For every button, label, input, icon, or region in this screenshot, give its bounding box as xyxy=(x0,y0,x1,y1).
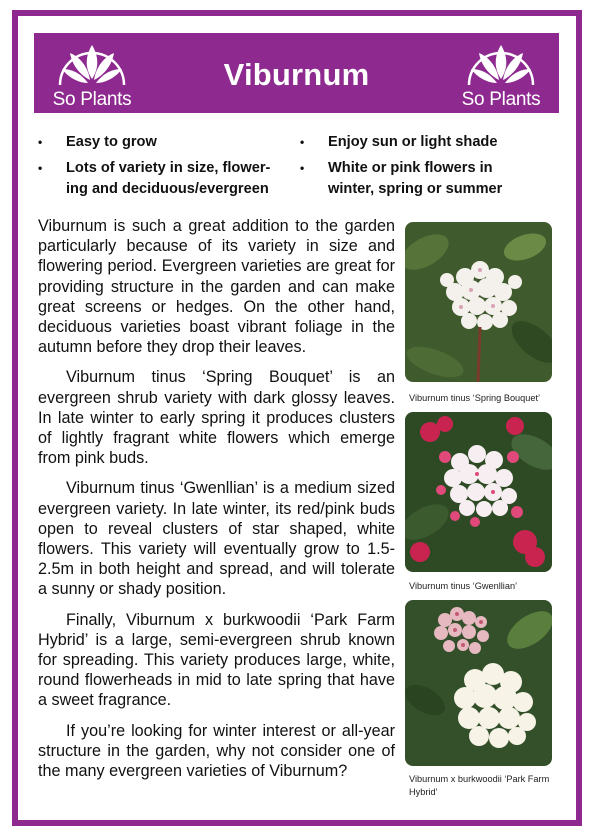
photo-gwenllian xyxy=(405,412,552,572)
page-title: Viburnum xyxy=(223,57,370,92)
bullet-text: Easy to grow xyxy=(66,134,157,150)
paragraph: If you’re looking for winter interest or all-year structure in the garden, why not consider one of the many evergreen varieties of Viburnum? xyxy=(38,721,395,781)
paragraph: Viburnum is such a great addition to the garden particularly because of its variety in size and flowering period. Evergreen varieties are great for providing structure in the garden and can make great screens or hedges. On the other hand, deciduous varieties boast vibrant foliage in the autumn before they drop their leaves. xyxy=(38,217,395,357)
paragraph: Finally, Viburnum x burkwoodii ‘Park Farm Hybrid’ is a large, semi-evergreen shrub known for spreading. This variety produces large, white, round flowerheads in mid to late spring that have a sweet fragrance. xyxy=(38,610,395,710)
photo-caption: Viburnum x burkwoodii ‘Park Farm Hybrid’ xyxy=(409,774,550,797)
key-features-list xyxy=(38,128,558,203)
lotus-logo-icon xyxy=(455,33,547,93)
bullet-icon: • xyxy=(38,135,43,149)
photo-caption: Viburnum tinus ‘Spring Bouquet’ xyxy=(409,393,541,403)
article-body xyxy=(38,216,395,791)
paragraph: Viburnum tinus ‘Spring Bouquet’ is an evergreen shrub variety with dark glossy leaves. In late winter to early spring it produces clusters of lightly fragrant white flowers which emerge from pink buds. xyxy=(38,368,395,468)
header-banner xyxy=(34,33,559,113)
bullet-text: White or pink flowers in winter, spring or summer xyxy=(328,160,503,197)
paragraph: Viburnum tinus ‘Gwenllian’ is a medium sized evergreen variety. In late winter, its red/pink buds open to reveal clusters of star shaped, white flowers. This variety will eventually grow to 1.5-2.5m in both height and spread, and will tolerate a sunny or shady position. xyxy=(38,479,395,599)
bullet-icon: • xyxy=(300,161,305,175)
bullet-icon: • xyxy=(300,135,305,149)
logo-text: So Plants xyxy=(461,89,541,110)
photo-spring-bouquet xyxy=(405,222,552,382)
bullet-text: Lots of variety in size, flower- ing and deciduous/evergreen xyxy=(66,160,271,197)
so-plants-logo xyxy=(455,33,547,113)
bullet-icon: • xyxy=(38,161,43,175)
photo-park-farm-hybrid xyxy=(405,600,552,766)
bullet-text: Enjoy sun or light shade xyxy=(328,134,498,150)
photo-caption: Viburnum tinus ‘Gwenllian’ xyxy=(409,581,518,591)
logo-text: So Plants xyxy=(52,89,132,110)
